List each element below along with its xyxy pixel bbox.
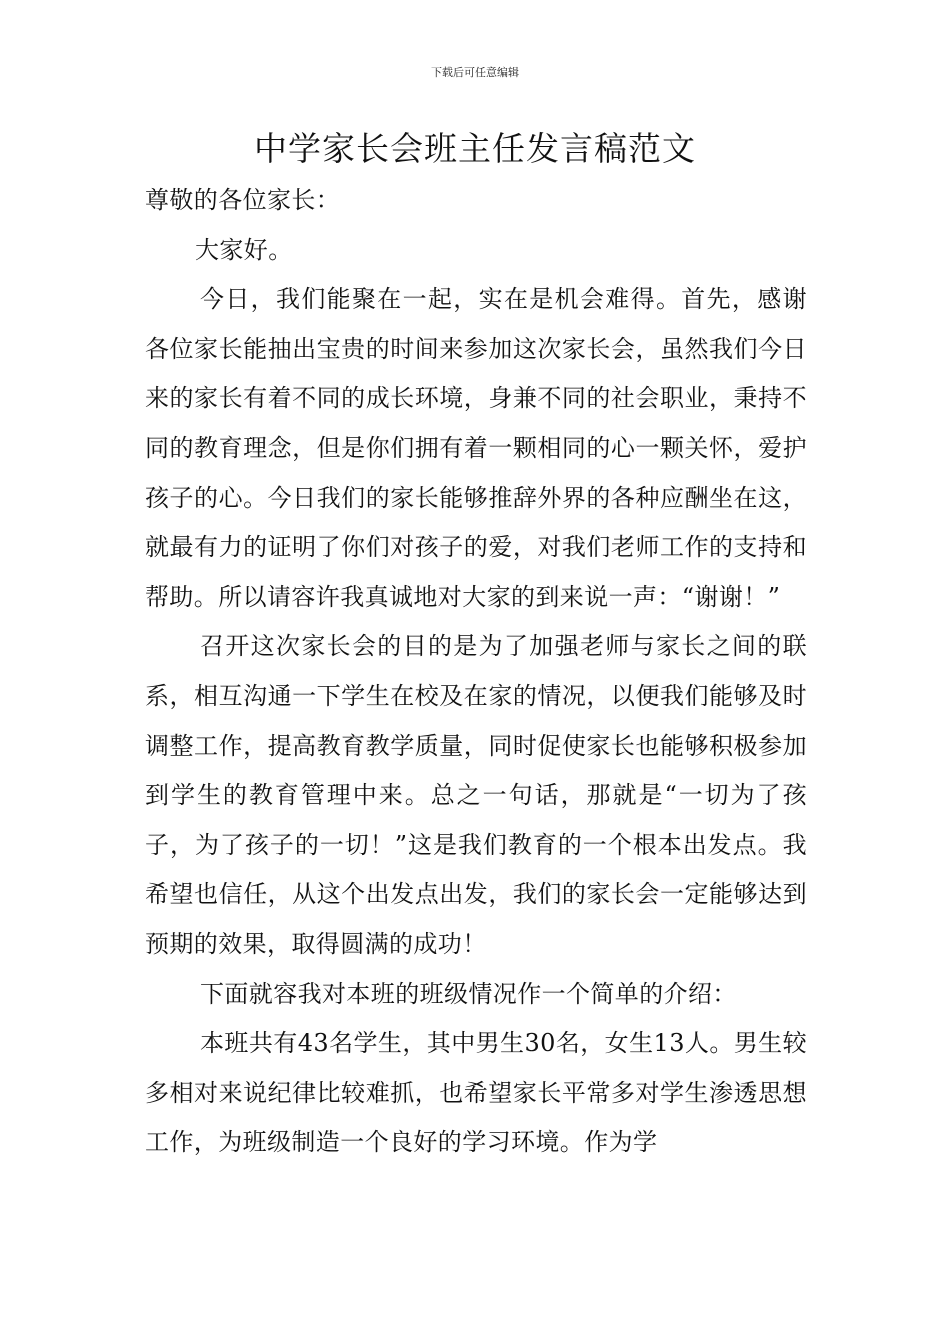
header-note: 下载后可任意编辑 [431,66,519,79]
salutation: 尊敬的各位家长： [145,186,341,214]
paragraph: 今日，我们能聚在一起，实在是机会难得。首先，感谢各位家长能抽出宝贵的时间来参加这次家长会，虽然我们今日来的家长有着不同的成长环境，身兼不同的社会职业，秉持不同的教育理念，但是你们拥有着一颗相同的心一颗关怀，爱护孩子的心。今日我们的家长能够推辞外界的各种应酬坐在这，就最有力的证明了你们对孩子的爱，对我们老师工作的支持和帮助。所以请容许我真诚地对大家的到来说一声：“谢谢！” [145,285,807,611]
page-title: 中学家长会班主任发言稿范文 [254,129,696,168]
paragraph: 本班共有43名学生，其中男生30名，女生13人。男生较多相对来说纪律比较难抓，也希望家长平常多对学生渗透思想工作，为班级制造一个良好的学习环境。作为学 [145,1029,807,1157]
greeting: 大家好。 [195,235,293,264]
document-body [145,176,807,1168]
paragraph: 下面就容我对本班的班级情况作一个简单的介绍： [200,979,737,1008]
paragraph: 召开这次家长会的目的是为了加强老师与家长之间的联系，相互沟通一下学生在校及在家的情况，以便我们能够及时调整工作，提高教育教学质量，同时促使家长也能够积极参加到学生的教育管理中来。总之一句话，那就是“一切为了孩子，为了孩子的一切！”这是我们教育的一个根本出发点。我希望也信任，从这个出发点出发，我们的家长会一定能够达到预期的效果，取得圆满的成功！ [145,632,807,958]
